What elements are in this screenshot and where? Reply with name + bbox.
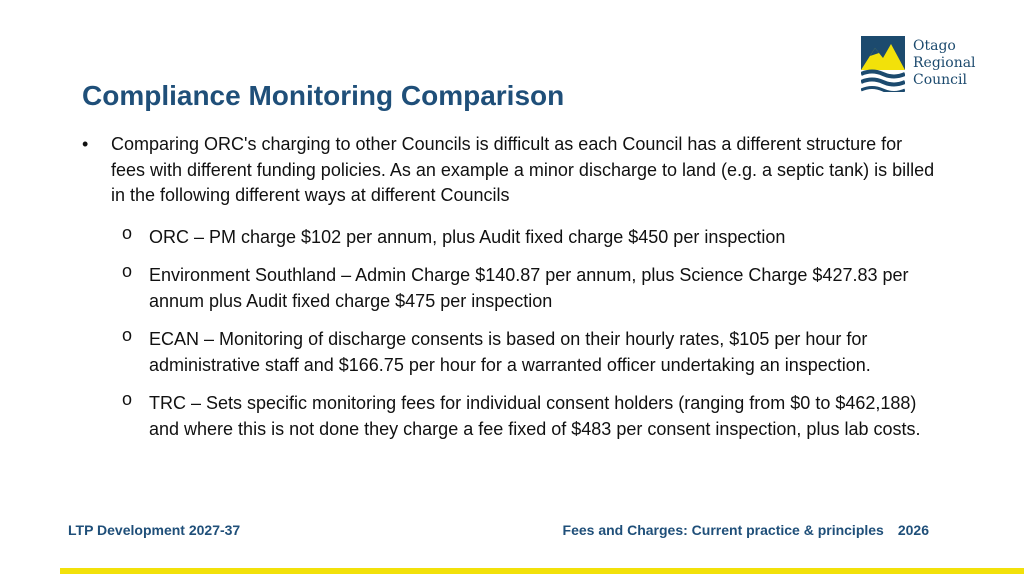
sub-item-ecan	[80, 327, 940, 378]
accent-bar	[60, 568, 1024, 574]
sub-item-trc	[80, 391, 940, 442]
main-bullet	[80, 132, 940, 209]
logo-line-3: Council	[913, 72, 967, 88]
intro-text: Comparing ORC's charging to other Councils is difficult as each Council has a different structure for fees with different funding policies. As an example a minor discharge to land (e.g. a septic tank) is billed in the following different ways at different Councils	[111, 134, 935, 205]
sub-bullet-marker: o	[122, 325, 133, 345]
logo-line-2: Regional	[913, 55, 976, 71]
orc-logo	[861, 36, 976, 92]
sub-bullet-marker: o	[122, 261, 133, 281]
sub-bullet-marker: o	[122, 389, 133, 409]
sub-item-text: ORC – PM charge $102 per annum, plus Audit fixed charge $450 per inspection	[149, 226, 786, 247]
footer-year: 2026	[897, 522, 929, 538]
slide-title: Compliance Monitoring Comparison	[82, 80, 565, 111]
sub-item-text: TRC – Sets specific monitoring fees for individual consent holders (ranging from $0 to $462,188) and where this is not done they charge a fee fixed of $483 per consent inspection, plus lab costs.	[149, 393, 921, 439]
sub-bullet-list	[80, 222, 940, 443]
logo-line-1: Otago	[913, 38, 956, 54]
sub-item-text: ECAN – Monitoring of discharge consents is based on their hourly rates, $105 per hour for administrative staff and $166.75 per hour for a warranted officer undertaking an inspection.	[149, 329, 871, 375]
footer-right	[563, 522, 929, 538]
sub-bullet-marker: o	[122, 222, 133, 243]
footer-left: LTP Development 2027-37	[68, 522, 241, 538]
logo-wordmark	[913, 38, 976, 89]
slide-body	[80, 132, 940, 455]
sub-item-environment-southland	[80, 263, 940, 314]
footer-subtitle: Fees and Charges: Current practice & principles	[562, 522, 884, 538]
sub-item-text: Environment Southland – Admin Charge $140.87 per annum, plus Science Charge $427.83 per annum plus Audit fixed charge $475 per inspection	[149, 265, 909, 311]
bullet-dot: •	[82, 134, 89, 154]
mountain-wave-icon	[861, 36, 905, 92]
sub-item-orc	[80, 222, 940, 251]
